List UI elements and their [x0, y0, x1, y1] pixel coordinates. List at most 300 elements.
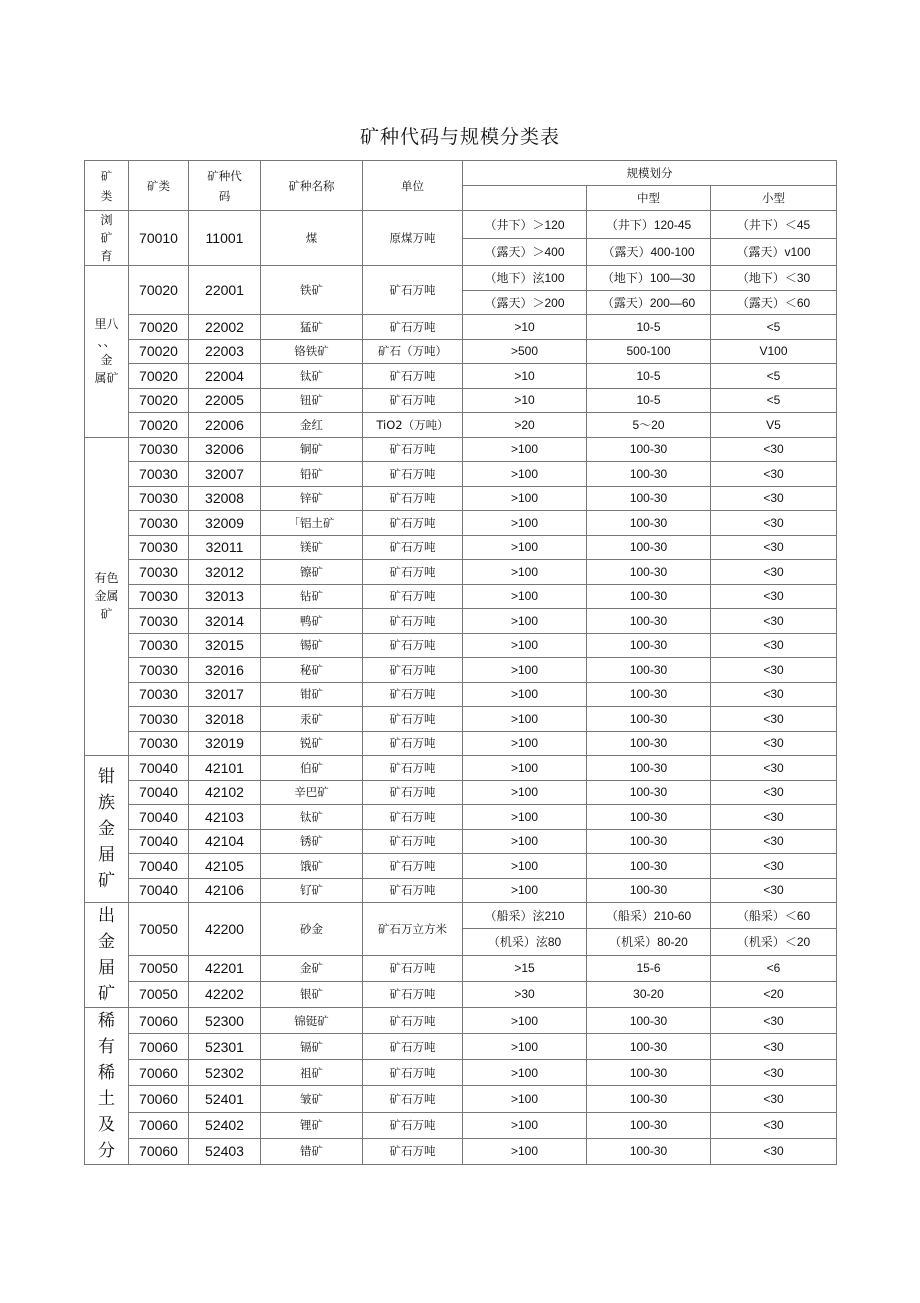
category-cell [85, 211, 129, 266]
name-cell: 辛巴矿 [261, 780, 363, 805]
scale-large-cell: >100 [463, 584, 587, 609]
scale-large-cell: >500 [463, 339, 587, 364]
name-cell: 金矿 [261, 955, 363, 981]
scale-large-cell: （露天）＞200 [463, 290, 587, 315]
scale-small-cell: <30 [711, 780, 837, 805]
kuanglei-cell: 70060 [129, 1034, 189, 1060]
code-cell: 42105 [189, 854, 261, 879]
scale-medium-cell: （露天）200—60 [587, 290, 711, 315]
scale-medium-cell: （机采）80-20 [587, 929, 711, 955]
scale-large-cell: >100 [463, 437, 587, 462]
category-label: 钳 族 金 届 矿 [98, 767, 115, 891]
name-cell: 砂金 [261, 903, 363, 956]
code-cell: 52402 [189, 1112, 261, 1138]
code-cell: 42101 [189, 756, 261, 781]
name-cell: 钳矿 [261, 682, 363, 707]
name-cell: 铅矿 [261, 462, 363, 487]
scale-medium-cell: 100-30 [587, 707, 711, 732]
code-cell: 52403 [189, 1138, 261, 1164]
name-cell: 饿矿 [261, 854, 363, 879]
table-row [85, 1008, 837, 1034]
code-cell: 32018 [189, 707, 261, 732]
scale-medium-cell: 100-30 [587, 1034, 711, 1060]
code-cell: 32016 [189, 658, 261, 683]
table-row [85, 364, 837, 389]
code-cell: 22001 [189, 266, 261, 315]
unit-cell: 矿石万吨 [363, 609, 463, 634]
scale-large-cell: >100 [463, 682, 587, 707]
name-cell: 钌矿 [261, 878, 363, 903]
name-cell: 锈矿 [261, 829, 363, 854]
scale-large-cell: >100 [463, 854, 587, 879]
unit-cell: 矿石万吨 [363, 1008, 463, 1034]
header-mingcheng: 矿种名称 [261, 161, 363, 211]
scale-large-cell: >100 [463, 805, 587, 830]
scale-medium-cell: 100-30 [587, 756, 711, 781]
name-cell: 钮矿 [261, 388, 363, 413]
unit-cell: 矿石万吨 [363, 266, 463, 315]
unit-cell: 矿石万吨 [363, 560, 463, 585]
scale-medium-cell: 10-5 [587, 315, 711, 340]
scale-large-cell: >15 [463, 955, 587, 981]
table-row [85, 511, 837, 536]
table-row [85, 437, 837, 462]
table-row [85, 682, 837, 707]
header-kuanglei: 矿类 [129, 161, 189, 211]
code-cell: 11001 [189, 211, 261, 266]
kuanglei-cell: 70030 [129, 682, 189, 707]
scale-small-cell: <5 [711, 364, 837, 389]
scale-small-cell: <30 [711, 1008, 837, 1034]
table-row [85, 609, 837, 634]
table-row [85, 1138, 837, 1164]
kuanglei-cell: 70040 [129, 854, 189, 879]
scale-large-cell: （井下）＞120 [463, 211, 587, 239]
kuanglei-cell: 70030 [129, 658, 189, 683]
scale-large-cell: >100 [463, 1086, 587, 1112]
scale-large-cell: >100 [463, 462, 587, 487]
code-cell: 42200 [189, 903, 261, 956]
scale-large-cell: >100 [463, 780, 587, 805]
table-row [85, 1086, 837, 1112]
header-daima: 矿种代 码 [189, 161, 261, 211]
scale-small-cell: （露天）＜60 [711, 290, 837, 315]
scale-medium-cell: 100-30 [587, 854, 711, 879]
scale-large-cell: （露天）＞400 [463, 238, 587, 266]
name-cell: 钻矿 [261, 584, 363, 609]
table-row [85, 756, 837, 781]
scale-large-cell: >100 [463, 1008, 587, 1034]
scale-medium-cell: 100-30 [587, 511, 711, 536]
kuanglei-cell: 70020 [129, 388, 189, 413]
table-row [85, 1112, 837, 1138]
kuanglei-cell: 70030 [129, 511, 189, 536]
table-row [85, 535, 837, 560]
scale-small-cell: <30 [711, 609, 837, 634]
unit-cell: 矿石万立方米 [363, 903, 463, 956]
unit-cell: 矿石万吨 [363, 731, 463, 756]
scale-large-cell: >10 [463, 364, 587, 389]
table-row [85, 981, 837, 1007]
kuanglei-cell: 70060 [129, 1138, 189, 1164]
scale-small-cell: <30 [711, 560, 837, 585]
scale-small-cell: V100 [711, 339, 837, 364]
code-cell: 32019 [189, 731, 261, 756]
table-row [85, 829, 837, 854]
name-cell: 锐矿 [261, 731, 363, 756]
category-label: 稀 有 稀 土 及 分 [98, 1011, 115, 1161]
code-cell: 42201 [189, 955, 261, 981]
scale-medium-cell: 30-20 [587, 981, 711, 1007]
scale-medium-cell: 10-5 [587, 364, 711, 389]
scale-large-cell: >100 [463, 658, 587, 683]
name-cell: 猛矿 [261, 315, 363, 340]
scale-small-cell: <30 [711, 805, 837, 830]
unit-cell: 矿石万吨 [363, 462, 463, 487]
scale-medium-cell: 100-30 [587, 1008, 711, 1034]
table-row [85, 955, 837, 981]
kuanglei-cell: 70040 [129, 878, 189, 903]
scale-medium-cell: 100-30 [587, 878, 711, 903]
page-title: 矿种代码与规模分类表 [359, 126, 560, 148]
header-guimo: 规模划分 [463, 161, 837, 186]
scale-large-cell: >30 [463, 981, 587, 1007]
unit-cell: 矿石万吨 [363, 511, 463, 536]
scale-medium-cell: 100-30 [587, 658, 711, 683]
name-cell: 伯矿 [261, 756, 363, 781]
kuanglei-cell: 70040 [129, 829, 189, 854]
name-cell: 镁矿 [261, 535, 363, 560]
unit-cell: 矿石万吨 [363, 756, 463, 781]
scale-medium-cell: 100-30 [587, 731, 711, 756]
code-cell: 52401 [189, 1086, 261, 1112]
code-cell: 42102 [189, 780, 261, 805]
code-cell: 52302 [189, 1060, 261, 1086]
name-cell: 金红 [261, 413, 363, 438]
table-row [85, 707, 837, 732]
scale-medium-cell: 5～20 [587, 413, 711, 438]
kuanglei-cell: 70020 [129, 364, 189, 389]
scale-medium-cell: 100-30 [587, 584, 711, 609]
kuanglei-cell: 70010 [129, 211, 189, 266]
scale-medium-cell: 100-30 [587, 1086, 711, 1112]
unit-cell: 矿石万吨 [363, 829, 463, 854]
unit-cell: 矿石万吨 [363, 854, 463, 879]
scale-medium-cell: 100-30 [587, 462, 711, 487]
name-cell: 铁矿 [261, 266, 363, 315]
kuanglei-cell: 70030 [129, 560, 189, 585]
kuanglei-cell: 70020 [129, 266, 189, 315]
scale-large-cell: >100 [463, 486, 587, 511]
scale-medium-cell: 100-30 [587, 633, 711, 658]
scale-large-cell: >10 [463, 315, 587, 340]
table-row [85, 854, 837, 879]
scale-medium-cell: 100-30 [587, 560, 711, 585]
kuanglei-cell: 70050 [129, 955, 189, 981]
scale-small-cell: <5 [711, 315, 837, 340]
unit-cell: 矿石万吨 [363, 878, 463, 903]
unit-cell: 矿石万吨 [363, 707, 463, 732]
kuanglei-cell: 70060 [129, 1112, 189, 1138]
unit-cell: 矿石万吨 [363, 584, 463, 609]
kuanglei-cell: 70030 [129, 462, 189, 487]
kuanglei-cell: 70040 [129, 756, 189, 781]
table-row [85, 315, 837, 340]
table-row [85, 780, 837, 805]
kuanglei-cell: 70060 [129, 1060, 189, 1086]
scale-medium-cell: （井下）120-45 [587, 211, 711, 239]
scale-large-cell: >100 [463, 829, 587, 854]
category-label: 浏 矿 育 [100, 213, 113, 263]
scale-large-cell: （船采）泫210 [463, 903, 587, 929]
scale-large-cell: >100 [463, 535, 587, 560]
name-cell: 锦铤矿 [261, 1008, 363, 1034]
scale-large-cell: （机采）泫80 [463, 929, 587, 955]
unit-cell: 矿石万吨 [363, 1034, 463, 1060]
scale-large-cell: >100 [463, 560, 587, 585]
scale-medium-cell: 100-30 [587, 486, 711, 511]
code-cell: 32006 [189, 437, 261, 462]
unit-cell: 原煤万吨 [363, 211, 463, 266]
scale-small-cell: <20 [711, 981, 837, 1007]
scale-small-cell: （船采）＜60 [711, 903, 837, 929]
kuanglei-cell: 70030 [129, 633, 189, 658]
scale-medium-cell: 15-6 [587, 955, 711, 981]
code-cell: 42106 [189, 878, 261, 903]
kuanglei-cell: 70030 [129, 535, 189, 560]
scale-small-cell: <30 [711, 437, 837, 462]
scale-small-cell: <30 [711, 707, 837, 732]
scale-medium-cell: 100-30 [587, 805, 711, 830]
table-row [85, 211, 837, 239]
name-cell: 镲矿 [261, 560, 363, 585]
table-row [85, 388, 837, 413]
header-zhong: 中型 [587, 186, 711, 211]
header-xiao: 小型 [711, 186, 837, 211]
name-cell: 钛矿 [261, 805, 363, 830]
scale-large-cell: >100 [463, 511, 587, 536]
kuanglei-cell: 70020 [129, 413, 189, 438]
code-cell: 32014 [189, 609, 261, 634]
scale-small-cell: （地下）＜30 [711, 266, 837, 291]
kuanglei-cell: 70030 [129, 486, 189, 511]
scale-large-cell: >10 [463, 388, 587, 413]
scale-small-cell: （露天）v100 [711, 238, 837, 266]
table-row [85, 1060, 837, 1086]
code-cell: 52300 [189, 1008, 261, 1034]
scale-small-cell: <30 [711, 731, 837, 756]
kuanglei-cell: 70030 [129, 609, 189, 634]
scale-medium-cell: 100-30 [587, 780, 711, 805]
unit-cell: 矿石万吨 [363, 1060, 463, 1086]
header-da [463, 186, 587, 211]
scale-medium-cell: （地下）100—30 [587, 266, 711, 291]
name-cell: 锡矿 [261, 633, 363, 658]
table-row [85, 266, 837, 291]
name-cell: 锂矿 [261, 1112, 363, 1138]
name-cell: 镉矿 [261, 1034, 363, 1060]
code-cell: 22006 [189, 413, 261, 438]
header-danwei: 单位 [363, 161, 463, 211]
name-cell: 银矿 [261, 981, 363, 1007]
unit-cell: 矿石（万吨） [363, 339, 463, 364]
scale-large-cell: >100 [463, 609, 587, 634]
scale-small-cell: <30 [711, 829, 837, 854]
table-row [85, 339, 837, 364]
unit-cell: 矿石万吨 [363, 364, 463, 389]
table-row [85, 878, 837, 903]
scale-small-cell: <30 [711, 854, 837, 879]
category-label: 出 金 届 矿 [98, 906, 115, 1004]
unit-cell: 矿石万吨 [363, 437, 463, 462]
kuanglei-cell: 70020 [129, 315, 189, 340]
scale-medium-cell: 500-100 [587, 339, 711, 364]
code-cell: 32007 [189, 462, 261, 487]
code-cell: 32012 [189, 560, 261, 585]
unit-cell: 矿石万吨 [363, 805, 463, 830]
scale-small-cell: <30 [711, 486, 837, 511]
scale-large-cell: >100 [463, 878, 587, 903]
scale-medium-cell: 100-30 [587, 535, 711, 560]
scale-large-cell: >100 [463, 1138, 587, 1164]
table-row [85, 413, 837, 438]
name-cell: 「铝土矿 [261, 511, 363, 536]
category-label: 有色 金属 矿 [94, 571, 119, 622]
header-lei: 矿 类 [85, 161, 129, 211]
code-cell: 32017 [189, 682, 261, 707]
category-cell [85, 1008, 129, 1165]
scale-medium-cell: （露天）400-100 [587, 238, 711, 266]
unit-cell: 矿石万吨 [363, 535, 463, 560]
kuanglei-cell: 70040 [129, 805, 189, 830]
scale-small-cell: <30 [711, 462, 837, 487]
kuanglei-cell: 70060 [129, 1008, 189, 1034]
kuanglei-cell: 70060 [129, 1086, 189, 1112]
code-cell: 32015 [189, 633, 261, 658]
table-row [85, 462, 837, 487]
unit-cell: TiO2（万吨） [363, 413, 463, 438]
code-cell: 42104 [189, 829, 261, 854]
kuanglei-cell: 70050 [129, 981, 189, 1007]
category-cell [85, 266, 129, 438]
code-cell: 32011 [189, 535, 261, 560]
scale-large-cell: >100 [463, 1112, 587, 1138]
scale-small-cell: <30 [711, 658, 837, 683]
unit-cell: 矿石万吨 [363, 1112, 463, 1138]
scale-small-cell: <30 [711, 1034, 837, 1060]
category-label: 里八 、、 金 属矿 [94, 317, 119, 386]
kuanglei-cell: 70020 [129, 339, 189, 364]
table-row [85, 584, 837, 609]
table-row [85, 658, 837, 683]
scale-medium-cell: （船采）210-60 [587, 903, 711, 929]
table-row [85, 1034, 837, 1060]
unit-cell: 矿石万吨 [363, 780, 463, 805]
code-cell: 42202 [189, 981, 261, 1007]
scale-small-cell: <30 [711, 535, 837, 560]
kuanglei-cell: 70050 [129, 903, 189, 956]
name-cell: 铬铁矿 [261, 339, 363, 364]
name-cell: 铜矿 [261, 437, 363, 462]
kuanglei-cell: 70030 [129, 584, 189, 609]
unit-cell: 矿石万吨 [363, 682, 463, 707]
scale-large-cell: >100 [463, 707, 587, 732]
scale-small-cell: <30 [711, 584, 837, 609]
scale-small-cell: <30 [711, 1086, 837, 1112]
scale-small-cell: <6 [711, 955, 837, 981]
category-cell [85, 437, 129, 756]
unit-cell: 矿石万吨 [363, 658, 463, 683]
table-row [85, 560, 837, 585]
code-cell: 22005 [189, 388, 261, 413]
table-row [85, 633, 837, 658]
scale-large-cell: >100 [463, 731, 587, 756]
unit-cell: 矿石万吨 [363, 1138, 463, 1164]
kuanglei-cell: 70030 [129, 437, 189, 462]
unit-cell: 矿石万吨 [363, 981, 463, 1007]
scale-small-cell: <30 [711, 1112, 837, 1138]
scale-large-cell: >100 [463, 1060, 587, 1086]
name-cell: 煤 [261, 211, 363, 266]
scale-medium-cell: 100-30 [587, 829, 711, 854]
code-cell: 22003 [189, 339, 261, 364]
scale-medium-cell: 100-30 [587, 437, 711, 462]
table-row [85, 731, 837, 756]
unit-cell: 矿石万吨 [363, 955, 463, 981]
kuanglei-cell: 70030 [129, 707, 189, 732]
scale-large-cell: >100 [463, 1034, 587, 1060]
code-cell: 32013 [189, 584, 261, 609]
name-cell: 鸭矿 [261, 609, 363, 634]
scale-small-cell: <30 [711, 1138, 837, 1164]
scale-large-cell: >100 [463, 633, 587, 658]
unit-cell: 矿石万吨 [363, 315, 463, 340]
scale-medium-cell: 100-30 [587, 1112, 711, 1138]
code-cell: 32009 [189, 511, 261, 536]
scale-small-cell: <30 [711, 633, 837, 658]
scale-small-cell: （井下）＜45 [711, 211, 837, 239]
scale-large-cell: >20 [463, 413, 587, 438]
code-cell: 22004 [189, 364, 261, 389]
table-row [85, 805, 837, 830]
code-cell: 22002 [189, 315, 261, 340]
scale-small-cell: <5 [711, 388, 837, 413]
unit-cell: 矿石万吨 [363, 388, 463, 413]
table-row [85, 903, 837, 929]
scale-medium-cell: 100-30 [587, 1060, 711, 1086]
table-body [85, 211, 837, 1165]
kuanglei-cell: 70040 [129, 780, 189, 805]
kuanglei-cell: 70030 [129, 731, 189, 756]
table-row [85, 486, 837, 511]
code-cell: 42103 [189, 805, 261, 830]
name-cell: 秘矿 [261, 658, 363, 683]
scale-small-cell: V5 [711, 413, 837, 438]
mineral-classification-table [84, 160, 837, 1165]
code-cell: 32008 [189, 486, 261, 511]
scale-small-cell: <30 [711, 1060, 837, 1086]
scale-small-cell: <30 [711, 878, 837, 903]
unit-cell: 矿石万吨 [363, 486, 463, 511]
scale-large-cell: >100 [463, 756, 587, 781]
category-cell [85, 903, 129, 1008]
code-cell: 52301 [189, 1034, 261, 1060]
name-cell: 皱矿 [261, 1086, 363, 1112]
name-cell: 错矿 [261, 1138, 363, 1164]
scale-large-cell: （地下）泫100 [463, 266, 587, 291]
scale-medium-cell: 100-30 [587, 1138, 711, 1164]
scale-small-cell: <30 [711, 511, 837, 536]
